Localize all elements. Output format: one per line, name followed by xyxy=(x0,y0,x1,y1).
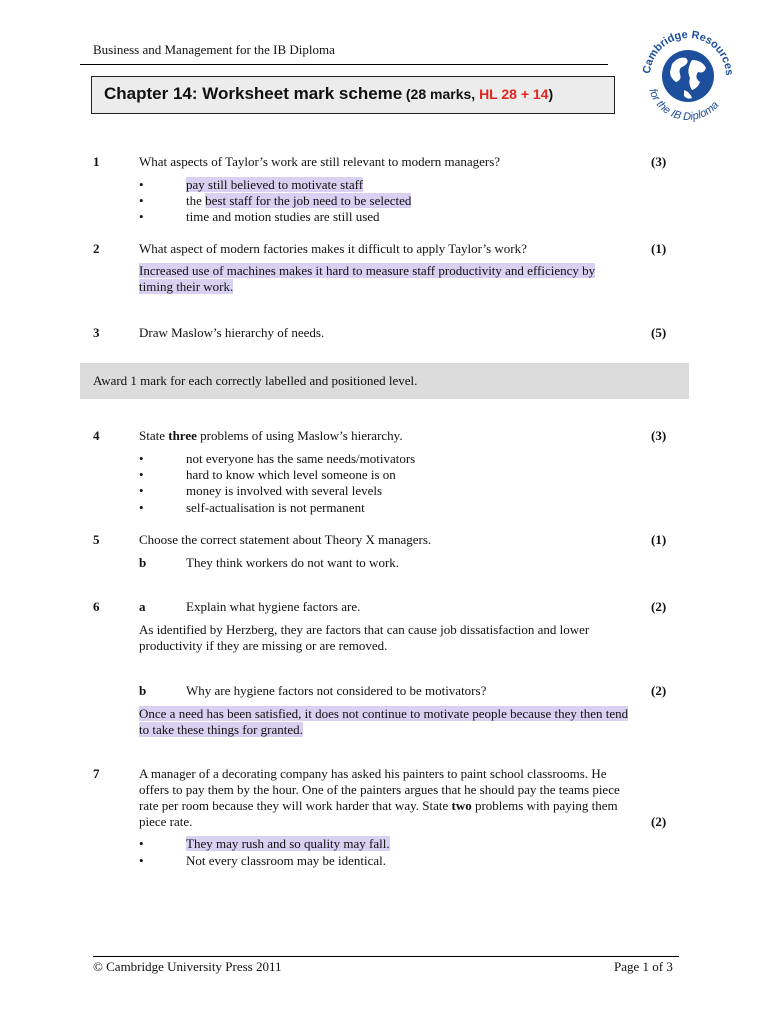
q6b-text: Why are hygiene factors not considered to be motivators? xyxy=(186,683,487,698)
bullet-icon: • xyxy=(139,467,144,482)
q4-text: State three problems of using Maslow’s hierarchy. xyxy=(139,428,403,443)
q7-marks: (2) xyxy=(651,814,667,829)
marking-note: Award 1 mark for each correctly labelled and positioned level. xyxy=(93,373,418,388)
chapter-marks: (28 marks, HL 28 + 14) xyxy=(405,86,554,102)
q2-marks: (1) xyxy=(651,241,667,256)
q7-answer-2: Not every classroom may be identical. xyxy=(186,853,386,868)
svg-text:Cambridge Resources: Cambridge Resources xyxy=(640,28,736,77)
q3-text: Draw Maslow’s hierarchy of needs. xyxy=(139,325,325,340)
q5-number: 5 xyxy=(93,532,100,547)
bullet-icon: • xyxy=(139,177,144,192)
q7-number: 7 xyxy=(93,766,100,781)
q6a-answer: As identified by Herzberg, they are factors that can cause job dissatisfaction and lower productivity if they are missing or are removed. xyxy=(139,622,590,653)
q1-marks: (3) xyxy=(651,154,667,169)
bullet-icon: • xyxy=(139,836,144,851)
marking-note-box xyxy=(80,363,689,399)
q1-answer-1: pay still believed to motivate staff xyxy=(186,177,364,192)
book-title: Business and Management for the IB Diploma xyxy=(93,42,335,57)
bullet-icon: • xyxy=(139,209,144,224)
globe-logo-icon xyxy=(636,24,740,128)
chapter-title: Chapter 14: Worksheet mark scheme xyxy=(104,84,403,103)
q1-answer-2: the best staff for the job need to be selected xyxy=(186,193,412,208)
bullet-icon: • xyxy=(139,853,144,868)
q5-option-label: b xyxy=(139,555,147,570)
q3-marks: (5) xyxy=(651,325,667,340)
header-divider xyxy=(80,64,608,65)
bullet-icon: • xyxy=(139,483,144,498)
q4-number: 4 xyxy=(93,428,100,443)
q4-answer-4: self-actualisation is not permanent xyxy=(186,500,365,515)
q7-answer-1: They may rush and so quality may fall. xyxy=(186,836,390,851)
q4-marks: (3) xyxy=(651,428,667,443)
q4-answer-1: not everyone has the same needs/motivators xyxy=(186,451,416,466)
q6b-answer: Once a need has been satisfied, it does not continue to motivate people because they then tend to take these things for granted. xyxy=(139,706,629,737)
q2-answer: Increased use of machines makes it hard to measure staff productivity and efficiency by timing their work. xyxy=(139,263,596,294)
page-number: Page 1 of 3 xyxy=(614,959,673,974)
footer-divider xyxy=(93,956,679,957)
q6b-label: b xyxy=(139,683,147,698)
q1-text: What aspects of Taylor’s work are still relevant to modern managers? xyxy=(139,154,501,169)
svg-text:for the IB Diploma: for the IB Diploma xyxy=(646,87,722,124)
q4-answer-2: hard to know which level someone is on xyxy=(186,467,396,482)
q3-number: 3 xyxy=(93,325,100,340)
q6a-text: Explain what hygiene factors are. xyxy=(186,599,361,614)
q2-number: 2 xyxy=(93,241,100,256)
q6a-label: a xyxy=(139,599,146,614)
chapter-title-box xyxy=(91,76,615,114)
q1-answer-3: time and motion studies are still used xyxy=(186,209,380,224)
q5-answer: They think workers do not want to work. xyxy=(186,555,400,570)
q5-marks: (1) xyxy=(651,532,667,547)
bullet-icon: • xyxy=(139,193,144,208)
q7-text: A manager of a decorating company has asked his painters to paint school classrooms. He offers to pay them by the hour. One of the painters argues that he should pay the teams piece rate per room because they will work harder that way. State two problems with paying them piece rate. xyxy=(139,766,620,829)
cambridge-resources-logo xyxy=(636,24,740,128)
q4-answer-3: money is involved with several levels xyxy=(186,483,383,498)
bullet-icon: • xyxy=(139,451,144,466)
q5-text: Choose the correct statement about Theory X managers. xyxy=(139,532,432,547)
q6b-marks: (2) xyxy=(651,683,667,698)
q1-number: 1 xyxy=(93,154,100,169)
copyright: © Cambridge University Press 2011 xyxy=(93,959,282,974)
bullet-icon: • xyxy=(139,500,144,515)
q6a-marks: (2) xyxy=(651,599,667,614)
q2-text: What aspect of modern factories makes it difficult to apply Taylor’s work? xyxy=(139,241,527,256)
q6-number: 6 xyxy=(93,599,100,614)
hl-marks: HL 28 + 14 xyxy=(479,86,549,102)
